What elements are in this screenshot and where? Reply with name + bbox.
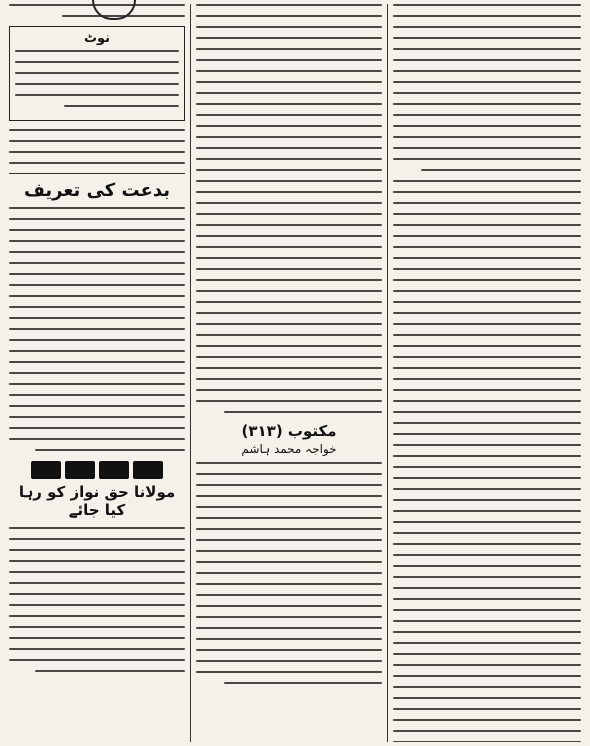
- ornament-icon: [9, 461, 185, 479]
- body-text-block: [9, 527, 185, 672]
- body-text-block: [9, 4, 185, 17]
- maktub-title: مکتوب (۳۱۳): [241, 422, 337, 440]
- body-text-block: [393, 180, 581, 742]
- column-right: [388, 4, 586, 742]
- body-text-block: [196, 462, 382, 684]
- body-text-block: [9, 129, 185, 164]
- body-text-block: [393, 4, 581, 171]
- section-heading: بدعت کی تعریف: [23, 180, 171, 201]
- notice-box: [9, 26, 185, 121]
- body-text-block: [196, 4, 382, 413]
- body-text-block: [9, 207, 185, 451]
- maktub-subtitle: خواجہ محمد ہاشم: [241, 442, 337, 456]
- headline: مولانا حق نواز کو رہا کیا جائے: [18, 483, 176, 519]
- column-middle: [190, 4, 388, 742]
- notice-box-title: نوٹ: [83, 31, 111, 46]
- column-left: [4, 4, 190, 742]
